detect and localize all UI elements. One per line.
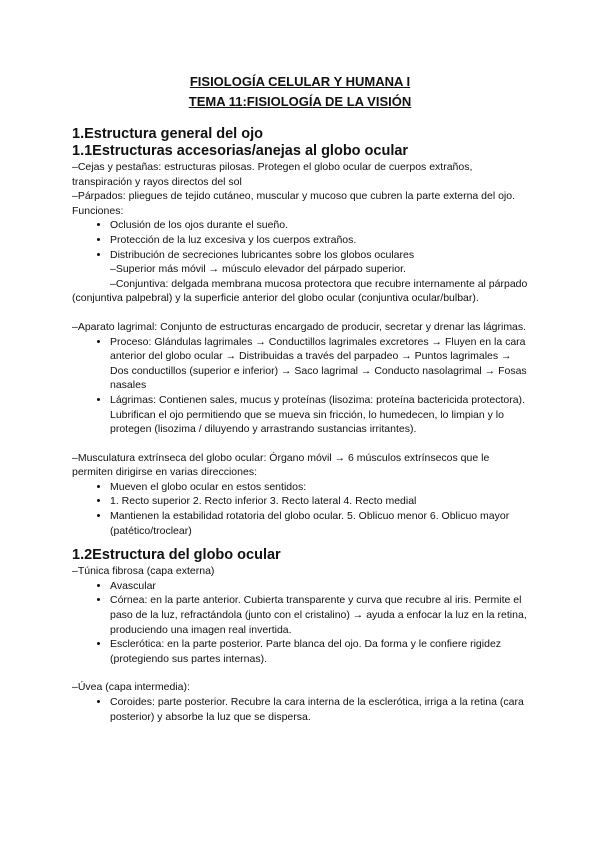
list-item: • Lágrimas: Contienen sales, mucus y proteínas (lisozima: proteína bactericida protectora). Lubrifican el ojo permitiendo que se mueva sin fricción, lo humedecen, lo limpian y lo protegen (lisozima / diluyendo y arrastrando sustancias irritantes). xyxy=(110,393,532,437)
list-lagrimal xyxy=(72,335,532,437)
paragraph-tunica: –Túnica fibrosa (capa externa) xyxy=(72,565,215,578)
list-item: • Avascular xyxy=(110,579,532,594)
list-tunica xyxy=(72,579,532,667)
subsection-heading-1-2: 1.2Estructura del globo ocular xyxy=(72,547,281,564)
list-item: • Oclusión de los ojos durante el sueño. xyxy=(110,218,532,233)
sub-line-superior: –Superior más móvil → músculo elevador del párpado superior. xyxy=(110,263,406,276)
list-item: • Coroides: parte posterior. Recubre la cara interna de la esclerótica, irriga a la retina (cara posterior) y absorbe la luz que se dispersa. xyxy=(110,695,532,724)
list-item xyxy=(110,248,532,277)
topic-title: TEMA 11:FISIOLOGÍA DE LA VISIÓN xyxy=(188,94,412,109)
paragraph-uvea: –Úvea (capa intermedia): xyxy=(72,681,190,694)
subsection-heading-1-1: 1.1Estructuras accesorias/anejas al globo ocular xyxy=(72,143,409,159)
document-body xyxy=(72,126,532,724)
paragraph-cejas: –Cejas y pestañas: estructuras pilosas. Protegen el globo ocular de cuerpos extraños, transpiración y rayos directos del sol xyxy=(72,161,473,188)
paragraph-conjuntiva: –Conjuntiva: delgada membrana mucosa protectora que recubre internamente al párpado (conjuntiva palpebral) y la superficie anterior del globo ocular (conjuntiva ocular/bulbar). xyxy=(72,277,528,305)
section-heading-1: 1.Estructura general del ojo xyxy=(72,126,263,142)
paragraph-musculatura: –Musculatura extrínseca del globo ocular: Órgano móvil → 6 músculos extrínsecos que le permiten dirigirse en varias direcciones: xyxy=(72,451,490,479)
list-item: • Protección de la luz excesiva y los cuerpos extraños. xyxy=(110,233,532,248)
paragraph-parpados: –Párpados: pliegues de tejido cutáneo, muscular y mucoso que cubren la parte externa del ojo. Funciones: xyxy=(72,190,516,217)
list-item: • Proceso: Glándulas lagrimales → Conductillos lagrimales excretores → Fluyen en la cara anterior del globo ocular → Distribuidas a través del parpadeo → Puntos lagrimales → Dos conductillos (superior e inferior) → Saco lagrimal → Conducto nasolagrimal → Fosas nasales xyxy=(110,335,532,393)
list-musculatura xyxy=(72,480,532,538)
list-parpados-functions xyxy=(72,218,532,276)
course-title: FISIOLOGÍA CELULAR Y HUMANA I xyxy=(189,74,411,89)
list-item: • Córnea: en la parte anterior. Cubierta transparente y curva que recubre al iris. Permite el paso de la luz, refractándola (junto con el cristalino) → ayuda a enfocar la luz en la retina, produciendo una imagen real invertida. xyxy=(110,593,532,637)
paragraph-lagrimal: –Aparato lagrimal: Conjunto de estructuras encargado de producir, secretar y drenar las lágrimas. xyxy=(72,320,527,333)
list-item: • Mueven el globo ocular en estos sentidos: xyxy=(110,480,532,495)
list-item: • Esclerótica: en la parte posterior. Parte blanca del ojo. Da forma y le confiere rigidez (protegiendo sus partes internas). xyxy=(110,637,532,666)
document-header xyxy=(0,72,600,112)
list-item: • Mantienen la estabilidad rotatoria del globo ocular. 5. Oblicuo menor 6. Oblicuo mayor (patético/troclear) xyxy=(110,509,532,538)
list-item: • 1. Recto superior 2. Recto inferior 3. Recto lateral 4. Recto medial xyxy=(110,494,532,509)
list-uvea xyxy=(72,695,532,724)
list-item-text: Distribución de secreciones lubricantes sobre los globos oculares xyxy=(110,248,415,261)
